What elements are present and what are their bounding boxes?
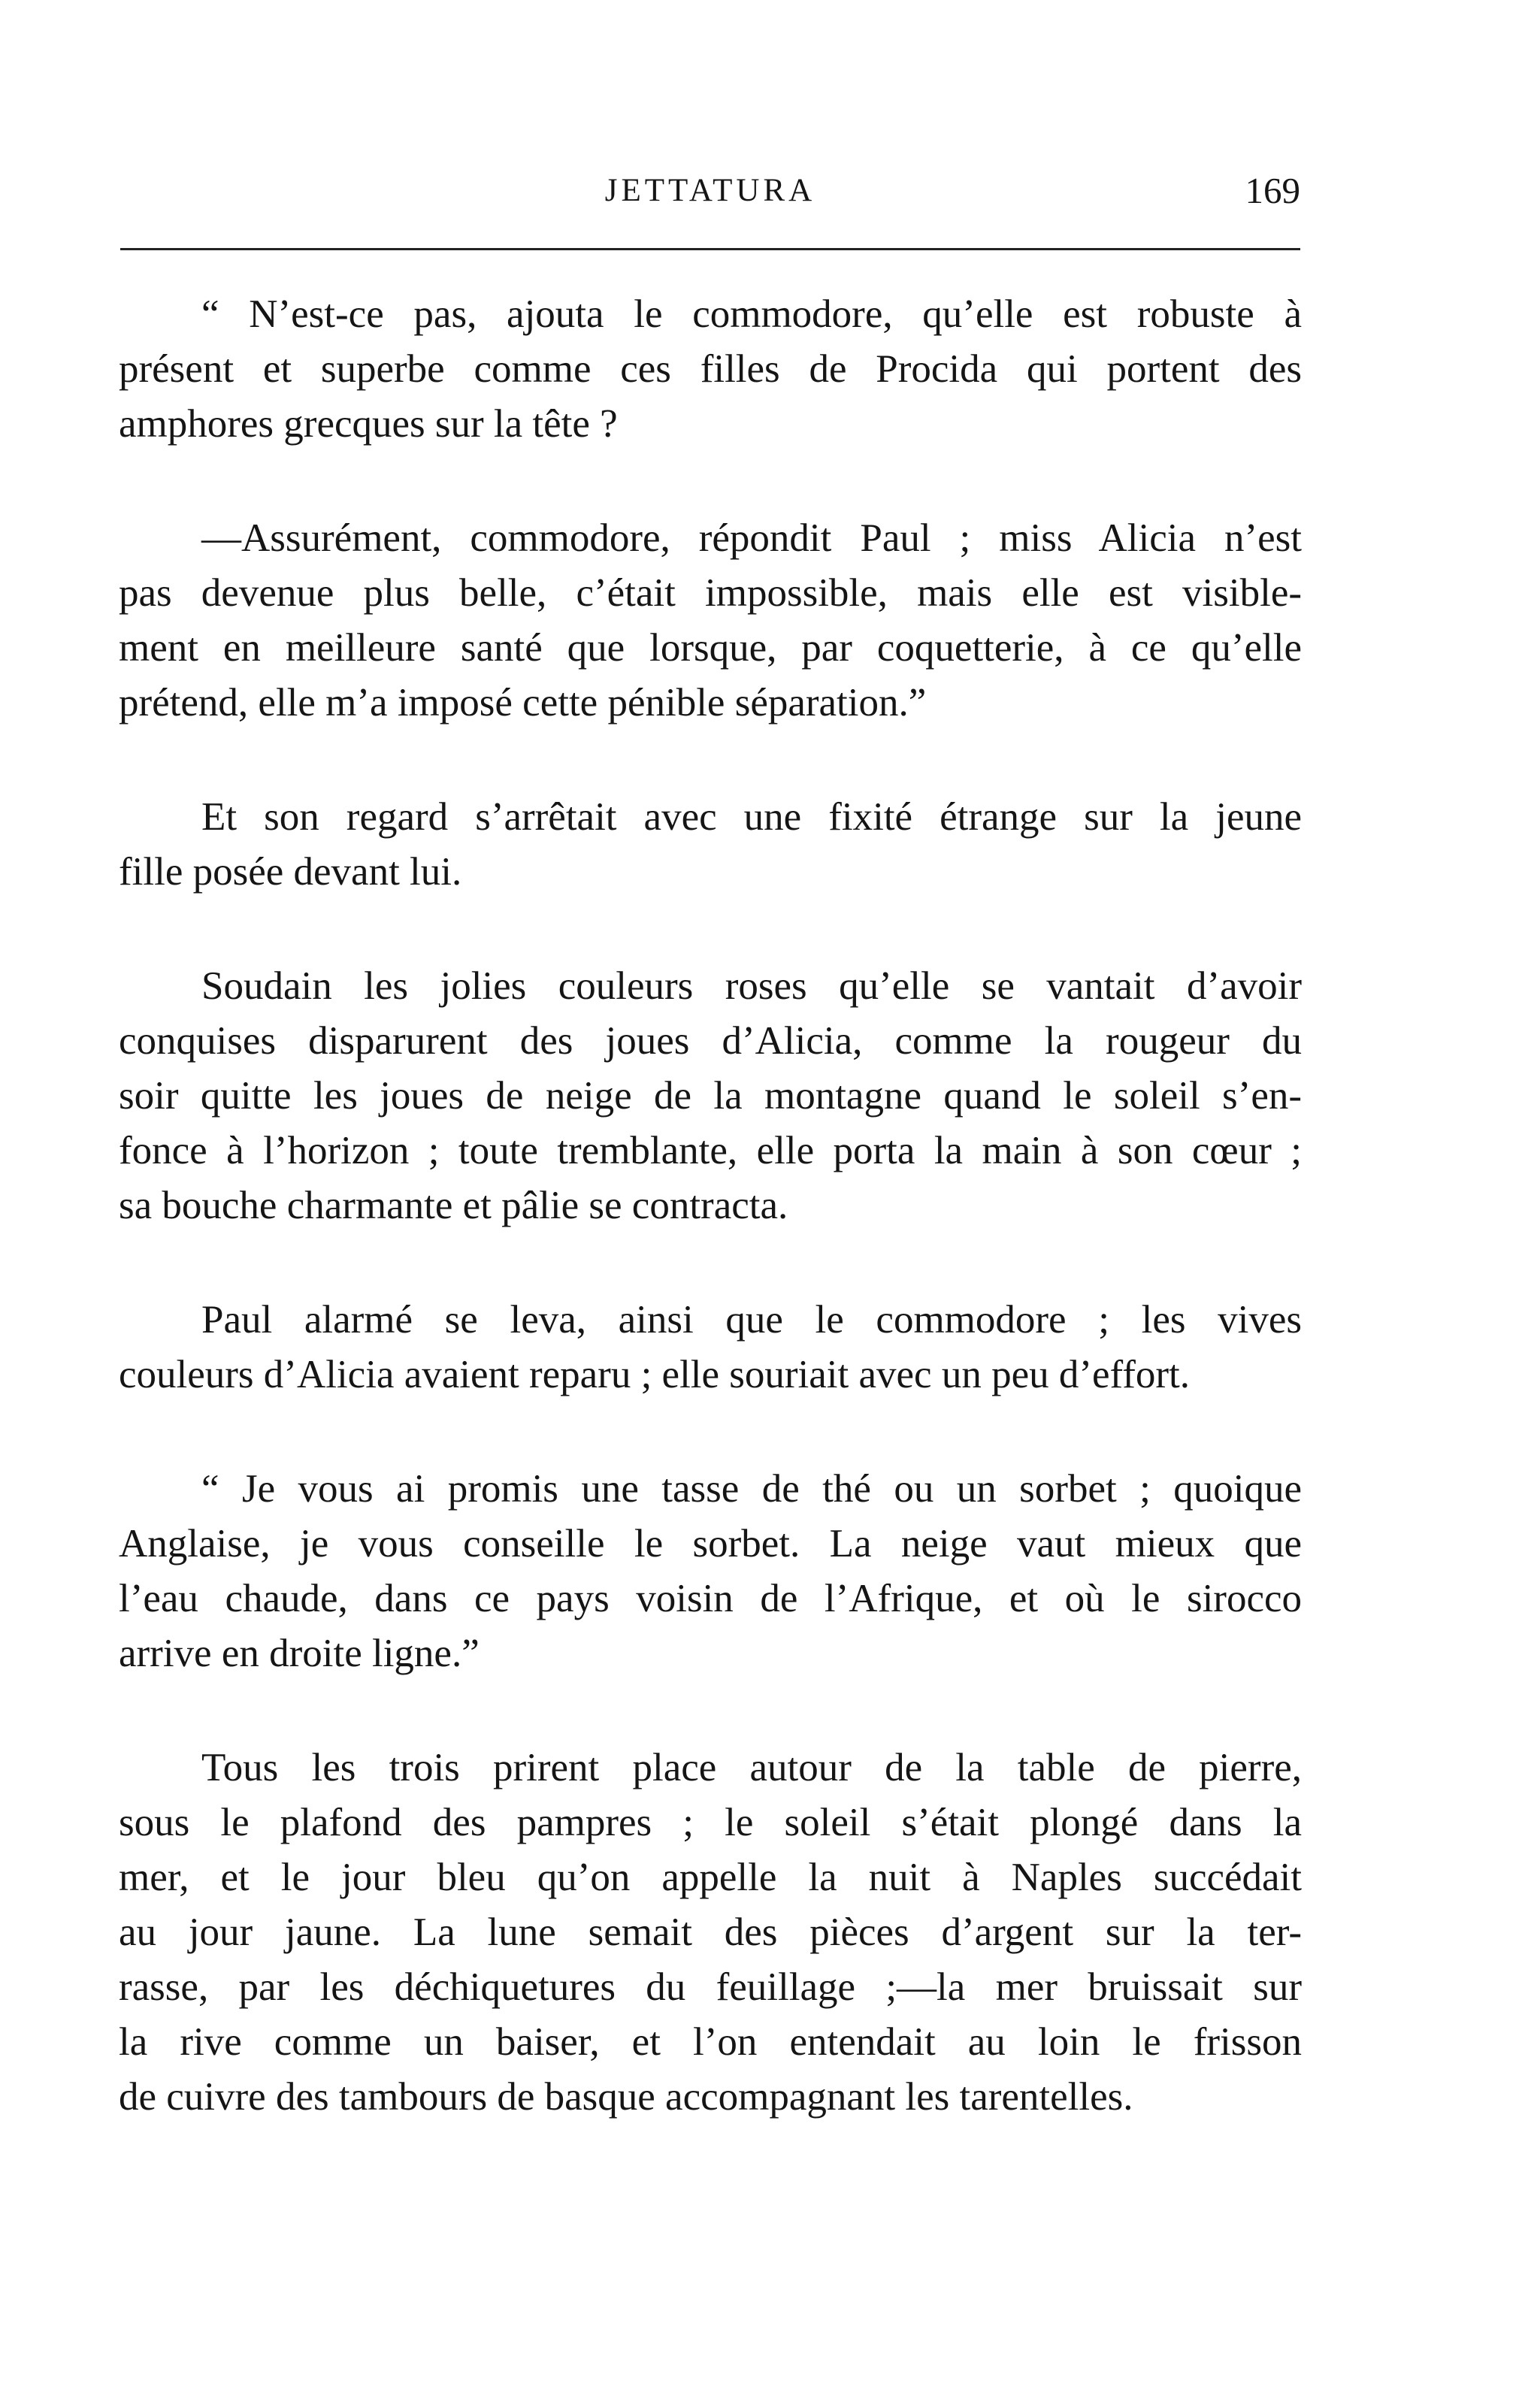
text-line: présent et superbe comme ces filles de Procida qui portent des (119, 347, 1302, 391)
running-title: JETTATURA (604, 173, 816, 208)
text-line: prétend, elle m’a imposé cette pénible séparation.” (119, 681, 927, 725)
text-line: “ N’est-ce pas, ajouta le commodore, qu’elle est robuste à (201, 292, 1302, 336)
text-line: couleurs d’Alicia avaient reparu ; elle souriait avec un peu d’effort. (119, 1353, 1190, 1396)
page-number: 169 (1245, 170, 1300, 211)
text-line: sous le plafond des pampres ; le soleil s’était plongé dans la (119, 1801, 1302, 1844)
text-line: —Assurément, commodore, répondit Paul ; miss Alicia n’est (201, 516, 1302, 560)
text-line: amphores grecques sur la tête ? (119, 402, 618, 446)
text-line: Et son regard s’arrêtait avec une fixité étrange sur la jeune (201, 795, 1302, 839)
text-line: Soudain les jolies couleurs roses qu’elle se vantait d’avoir (201, 964, 1302, 1008)
paragraph (119, 1462, 1302, 1681)
paragraph (119, 1293, 1302, 1402)
text-line: mer, et le jour bleu qu’on appelle la nuit à Naples succédait (119, 1856, 1302, 1899)
text-line: fonce à l’horizon ; toute tremblante, elle porta la main à son cœur ; (119, 1129, 1302, 1172)
text-line: soir quitte les joues de neige de la montagne quand le soleil s’en- (119, 1074, 1302, 1118)
text-line: rasse, par les déchiquetures du feuillage ;—la mer bruissait sur (119, 1965, 1302, 2009)
text-line: arrive en droite ligne.” (119, 1632, 480, 1675)
text-line: pas devenue plus belle, c’était impossible, mais elle est visible- (119, 571, 1302, 615)
text-line: conquises disparurent des joues d’Alicia, comme la rougeur du (119, 1019, 1302, 1063)
text-line: “ Je vous ai promis une tasse de thé ou un sorbet ; quoique (201, 1467, 1302, 1511)
text-line: la rive comme un baiser, et l’on entendait au loin le frisson (119, 2020, 1302, 2064)
text-line: sa bouche charmante et pâlie se contracta. (119, 1184, 788, 1227)
text-line: l’eau chaude, dans ce pays voisin de l’Afrique, et où le sirocco (119, 1577, 1302, 1620)
text-line: au jour jaune. La lune semait des pièces d’argent sur la ter- (119, 1910, 1302, 1954)
text-line: ment en meilleure santé que lorsque, par coquetterie, à ce qu’elle (119, 626, 1302, 670)
paragraph (119, 790, 1302, 900)
text-line: Tous les trois prirent place autour de la table de pierre, (201, 1746, 1302, 1789)
body-text (119, 287, 1302, 2125)
paragraph (119, 1741, 1302, 2125)
header-rule (120, 248, 1300, 250)
paragraph (119, 511, 1302, 731)
text-line: de cuivre des tambours de basque accompagnant les tarentelles. (119, 2075, 1133, 2119)
text-line: fille posée devant lui. (119, 850, 462, 894)
running-head (120, 168, 1300, 213)
paragraph (119, 287, 1302, 452)
text-line: Anglaise, je vous conseille le sorbet. La neige vaut mieux que (119, 1522, 1302, 1566)
text-line: Paul alarmé se leva, ainsi que le commodore ; les vives (201, 1298, 1302, 1342)
paragraph (119, 959, 1302, 1233)
